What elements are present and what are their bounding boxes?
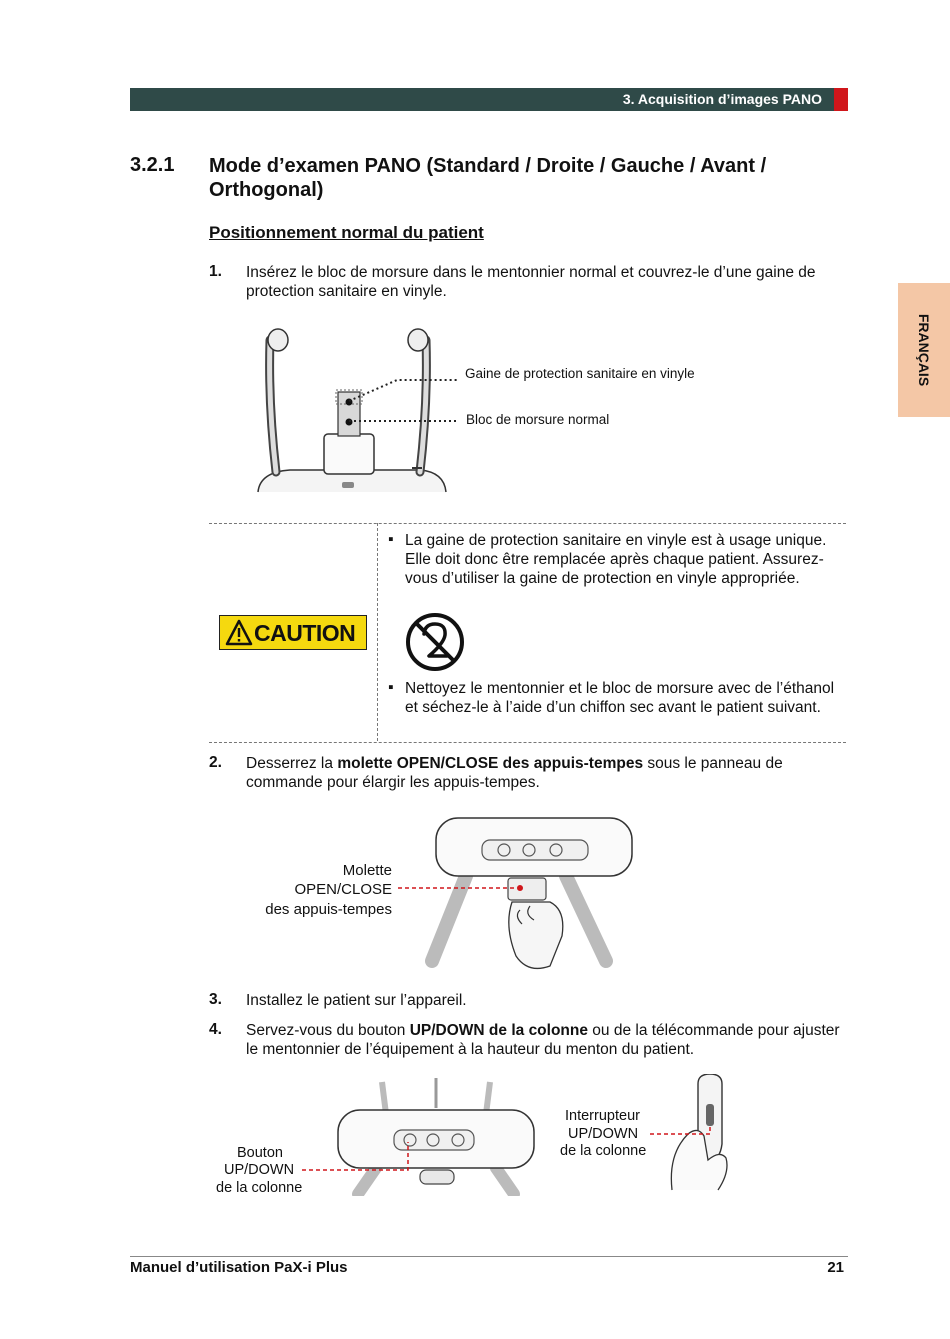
step-1-text: Insérez le bloc de morsure dans le mentonnier normal et couvrez-le d’une gaine de protection sanitaire en vinyle. [246, 264, 816, 300]
caution-badge [219, 615, 367, 650]
step-3-text: Installez le patient sur l’appareil. [246, 992, 467, 1009]
button-label-line-1: Bouton [237, 1145, 283, 1161]
footer-manual-title: Manuel d’utilisation PaX-i Plus [130, 1259, 348, 1276]
remote-label-line-1: Interrupteur [565, 1108, 640, 1124]
language-label: FRANÇAIS [916, 313, 932, 387]
warning-triangle-icon [225, 619, 253, 646]
page-number: 21 [827, 1259, 844, 1276]
figure2-leader-line [396, 882, 536, 894]
label-vinyl-cover: Gaine de protection sanitaire en vinyle [465, 366, 695, 381]
figure1-leader-lines [345, 370, 465, 430]
step-3-number: 3. [209, 991, 222, 1008]
caution-bullet-1: La gaine de protection sanitaire en vinyle est à usage unique. Elle doit donc être remplacée après chaque patient. Assurez-vous d’utiliser la gaine de protection en vinyle appropriée. [405, 532, 827, 587]
knob-label-line-3: des appuis-tempes [265, 901, 392, 918]
caution-bullet-1-marker: ▪ [388, 531, 394, 548]
figure3-left-leader-line [300, 1136, 412, 1176]
subheading: Positionnement normal du patient [209, 223, 484, 242]
caution-label: CAUTION [254, 620, 356, 646]
language-tab [898, 283, 950, 417]
button-label-line-2: UP/DOWN [224, 1162, 295, 1178]
step-1-number: 1. [209, 263, 222, 280]
chapter-header-accent [834, 88, 848, 111]
step-2-text: Desserrez la molette OPEN/CLOSE des appuis-tempes sous le panneau de commande pour élargir les appuis-tempes. [246, 755, 783, 791]
label-bite-block: Bloc de morsure normal [466, 412, 610, 427]
step-4-number: 4. [209, 1021, 222, 1038]
do-not-reuse-icon [405, 612, 465, 672]
step-2-number: 2. [209, 754, 222, 771]
figure3-right-leader-line [648, 1122, 718, 1138]
step-4-text: Servez-vous du bouton UP/DOWN de la colonne ou de la télécommande pour ajuster le mentonnier de l’équipement à la hauteur du menton du patient. [246, 1022, 840, 1058]
caution-bullet-2: Nettoyez le mentonnier et le bloc de morsure avec de l’éthanol et séchez-le à l’aide d’un chiffon sec avant le patient suivant. [405, 680, 835, 716]
knob-label-line-2: OPEN/CLOSE [294, 881, 392, 898]
caution-table-divider [377, 523, 378, 741]
button-label-line-3: de la colonne [216, 1180, 303, 1196]
section-title: Mode d’examen PANO (Standard / Droite / Gauche / Avant / Orthogonal) [209, 155, 767, 201]
caution-bullet-2-marker: ▪ [388, 679, 394, 696]
footer-rule [130, 1256, 848, 1257]
section-number: 3.2.1 [130, 154, 175, 176]
remote-label-line-2: UP/DOWN [568, 1126, 639, 1142]
chapter-title: 3. Acquisition d’images PANO [622, 91, 822, 107]
remote-label-line-3: de la colonne [560, 1143, 647, 1159]
knob-label-line-1: Molette [342, 862, 392, 879]
